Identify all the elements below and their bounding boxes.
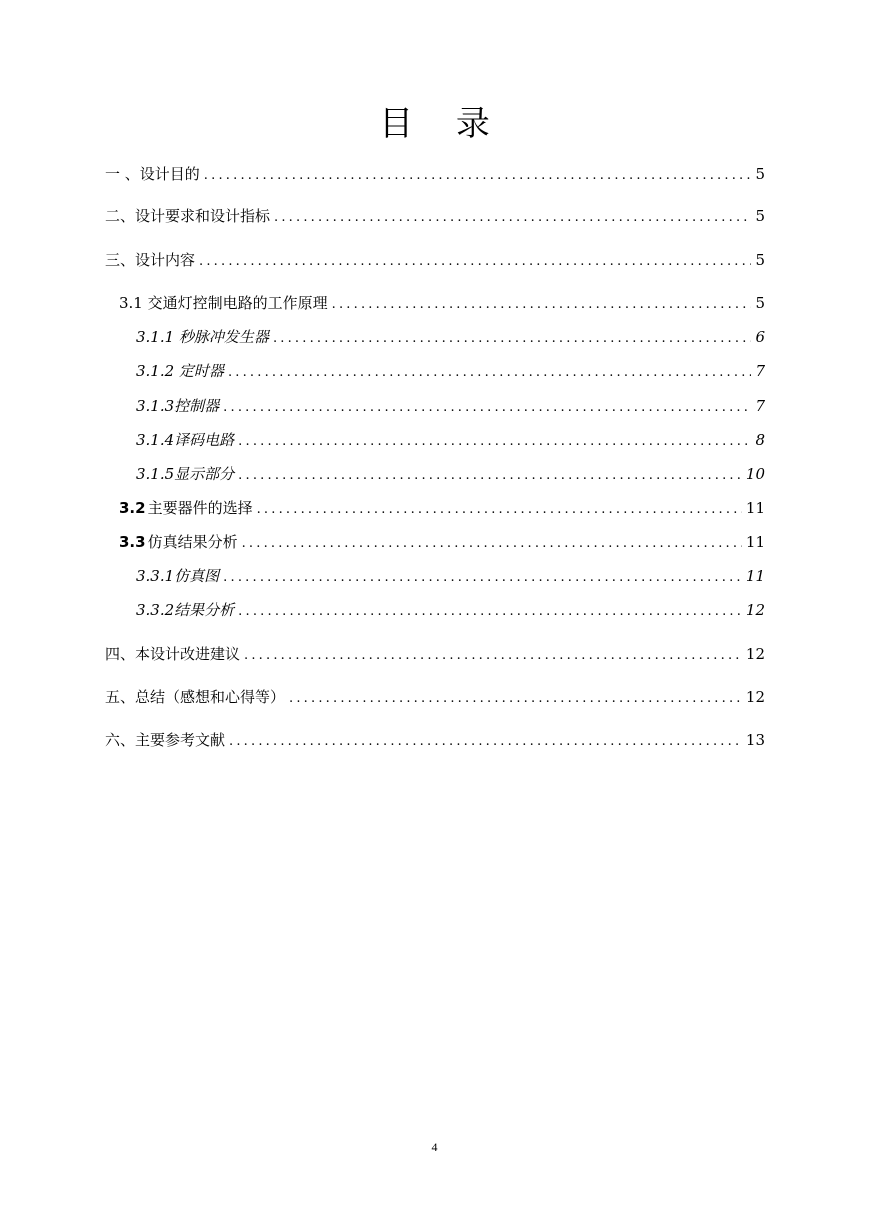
dot-leader <box>223 567 742 589</box>
toc-entry-text: 仿真结果分析 <box>147 533 238 551</box>
toc-entry-text: 3.1.1 秒脉冲发生器 <box>136 328 269 346</box>
dot-leader <box>332 294 752 316</box>
dot-leader <box>244 645 742 667</box>
toc-entry-summary[interactable] <box>105 686 765 710</box>
toc-entry-number: 3.3 <box>119 533 146 551</box>
dot-leader <box>242 533 742 555</box>
dot-leader <box>223 397 751 419</box>
toc-entry-3-1[interactable] <box>119 292 765 316</box>
toc-entry-3-3-1[interactable] <box>136 565 765 589</box>
toc-entry-text: 六、主要参考文献 <box>105 731 226 749</box>
toc-entry-3-1-4[interactable] <box>136 429 765 453</box>
dot-leader <box>229 731 742 753</box>
toc-entry-page: 8 <box>755 431 765 449</box>
toc-entry-text: 四、本设计改进建议 <box>105 645 241 663</box>
toc-entry-improvement-suggestions[interactable] <box>105 643 765 667</box>
dot-leader <box>199 251 751 273</box>
toc-entry-text: 一 、设计目的 <box>105 165 200 183</box>
toc-entry-3-3-2[interactable] <box>136 599 765 623</box>
dot-leader <box>273 328 752 350</box>
toc-entry-page: 7 <box>755 362 765 380</box>
toc-entry-page: 12 <box>745 645 765 663</box>
toc-entry-3-1-3[interactable] <box>136 395 765 419</box>
toc-entry-page: 5 <box>755 251 765 269</box>
toc-entry-text: 3.3.2结果分析 <box>136 601 235 619</box>
toc-entry-3-1-1[interactable] <box>136 326 765 350</box>
toc-entry-page: 11 <box>745 533 765 551</box>
toc-entry-references[interactable] <box>105 729 765 753</box>
toc-entry-3-1-5[interactable] <box>136 463 765 487</box>
dot-leader <box>274 207 751 229</box>
toc-entry-text: 五、总结（感想和心得等） <box>105 688 286 706</box>
toc-entry-text: 3.1.4译码电路 <box>136 431 235 449</box>
toc-entry-text: 3.3.1仿真图 <box>136 567 220 585</box>
dot-leader <box>289 688 742 710</box>
toc-entry-text: 3.1.2 定时器 <box>136 362 224 380</box>
toc-entry-page: 12 <box>745 688 765 706</box>
toc-entry-text: 二、设计要求和设计指标 <box>105 207 271 225</box>
toc-entry-page: 5 <box>755 207 765 225</box>
toc-entry-page: 11 <box>745 567 765 585</box>
toc-entry-3-3[interactable] <box>119 531 765 555</box>
dot-leader <box>257 499 742 521</box>
toc-entry-3-1-2[interactable] <box>136 360 765 384</box>
toc-entry-design-requirements[interactable] <box>105 205 765 229</box>
toc-entry-page: 5 <box>755 294 765 312</box>
dot-leader <box>204 165 752 187</box>
toc-entry-text: 3.1 交通灯控制电路的工作原理 <box>119 294 328 312</box>
toc-entry-page: 12 <box>745 601 765 619</box>
page-title: 目 录 <box>379 104 506 144</box>
toc-entry-text: 三、设计内容 <box>105 251 196 269</box>
toc-entry-design-purpose[interactable] <box>105 163 765 187</box>
toc-entry-number: 3.2 <box>119 499 146 517</box>
toc-entry-page: 10 <box>745 465 765 483</box>
toc-entry-page: 13 <box>745 731 765 749</box>
toc-entry-page: 11 <box>745 499 765 517</box>
toc-entry-text: 3.1.5显示部分 <box>136 465 235 483</box>
toc-entry-page: 7 <box>755 397 765 415</box>
toc-entry-text: 主要器件的选择 <box>147 499 253 517</box>
toc-entry-page: 5 <box>755 165 765 183</box>
page-number: 4 <box>431 1140 438 1154</box>
dot-leader <box>238 601 742 623</box>
dot-leader <box>238 431 751 453</box>
dot-leader <box>238 465 742 487</box>
toc-entry-page: 6 <box>755 328 765 346</box>
toc-entry-text: 3.1.3控制器 <box>136 397 220 415</box>
toc-entry-design-content[interactable] <box>105 249 765 273</box>
dot-leader <box>228 362 752 384</box>
toc-entry-3-2[interactable] <box>119 497 765 521</box>
